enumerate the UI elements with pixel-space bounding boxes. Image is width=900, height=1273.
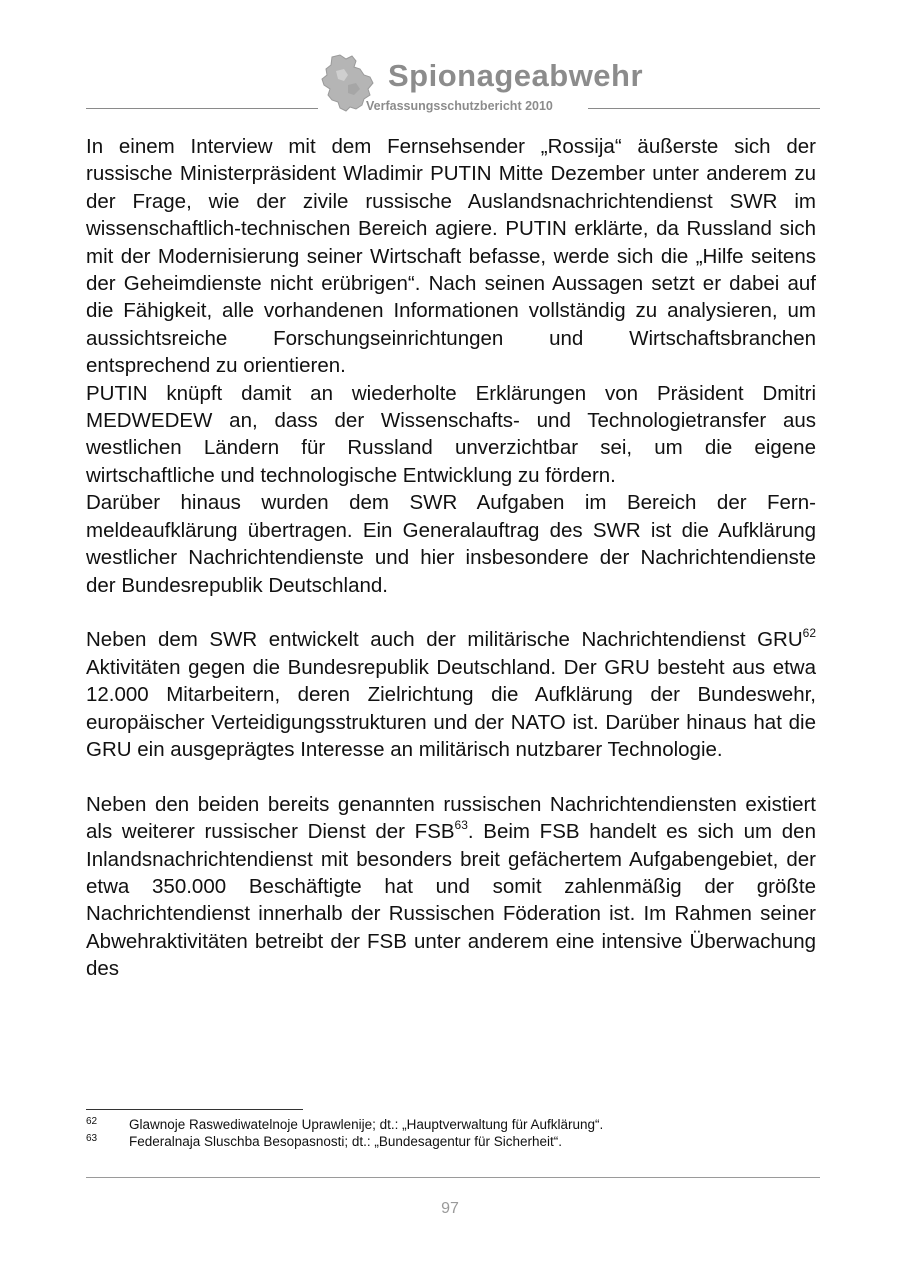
paragraph-medwedew: PUTIN knüpft damit an wiederholte Erklärungen von Präsident Dmitri MEDWEDEW an, dass der Wissenschafts- und Technologietransfer aus westlichen Ländern für Russland unverzichtbar sei, um die eigene wirtschaftliche und technologische Entwicklung zu fördern. [86,381,816,487]
header-subtitle: Verfassungsschutzbericht 2010 [366,99,553,113]
footer-rule [86,1177,820,1178]
paragraph-fsb [86,791,816,983]
footnote-item [86,1116,816,1133]
footnote-number: 63 [86,1133,98,1144]
page-number: 97 [441,1200,459,1217]
footnotes [86,1116,816,1150]
gru-text-start: Neben dem SWR entwickelt auch der militärische Nachrichtendienst GRU [86,628,803,652]
header-title: Spionageabwehr [388,58,644,93]
paragraph-putin-interview: In einem Interview mit dem Fernsehsender „Rossija“ äußerste sich der russische Ministerpräsident Wladimir PUTIN Mitte Dezember unter anderem zu der Frage, wie der zivile russische Auslandsnachrichtendienst SWR im wissenschaftlich-technischen Bereich agiere. PUTIN erklärte, da Russland sich mit der Modernisierung seiner Wirtschaft befasse, werde sich die „Hilfe seitens der Geheimdienste nicht erübrigen“. Nach seinen Aussagen setzt er dabei auf die Fähigkeit, alle vorhandenen Informationen vollständig zu analysieren, um aussichtsreiche Forschungseinrichtungen und Wirtschaftsbranchen entsprechend zu orientieren. [86,135,816,378]
fsb-text-end: . Beim FSB handelt es sich um den Inlandsnachrichtendienst mit besonders breit gefächertem Aufgabengebiet, der etwa 350.000 Beschäftigte hat und somit zahlenmäßig der größte Nachrichtendienst innerhalb der Russischen Föderation ist. Im Rahmen seiner Abwehraktivitäten betreibt der FSB unter anderem eine intensive Überwachung des [86,820,816,981]
paragraph-gru [86,626,816,763]
footnote-item [86,1133,816,1150]
header-rule-left [86,108,318,109]
fsb-text-start: Neben den beiden bereits genannten russischen Nachrichtendiensten existiert als weiterer russischer Dienst der FSB [86,792,816,844]
gru-text-end: Aktivitäten gegen die Bundesrepublik Deutschland. Der GRU besteht aus etwa 12.000 Mitarbeitern, deren Zielrichtung die Aufklärung der Bundeswehr, europäischer Verteidigungsstrukturen und der NATO ist. Darüber hinaus hat die GRU ein ausgeprägtes Interesse an militärisch nutzbarer Technologie. [86,655,816,761]
paragraph-spacer [86,599,816,626]
paragraph-fernmeldeaufklaerung: Darüber hinaus wurden dem SWR Aufgaben im Bereich der Fernmeldeaufklärung übertragen. Ein Generalauftrag des SWR ist die Aufklärung westlicher Nachrichtendienste und hier insbesondere der Nachrichtendienste der Bundesrepublik Deutschland. [86,491,816,597]
footnote-number: 62 [86,1116,98,1127]
main-text [86,133,816,983]
header-rule-right [588,108,820,109]
footnote-text: Federalnaja Sluschba Besopasnosti; dt.: „Bundesagentur für Sicherheit“. [129,1134,563,1149]
footnote-text: Glawnoje Raswediwatelnoje Uprawlenije; dt.: „Hauptverwaltung für Aufklärung“. [129,1117,604,1132]
paragraph-spacer [86,763,816,790]
page-header [0,0,900,120]
footnote-separator [86,1109,303,1110]
footnote-ref-62[interactable]: 62 [802,626,816,641]
footnote-ref-63[interactable]: 63 [454,818,468,833]
